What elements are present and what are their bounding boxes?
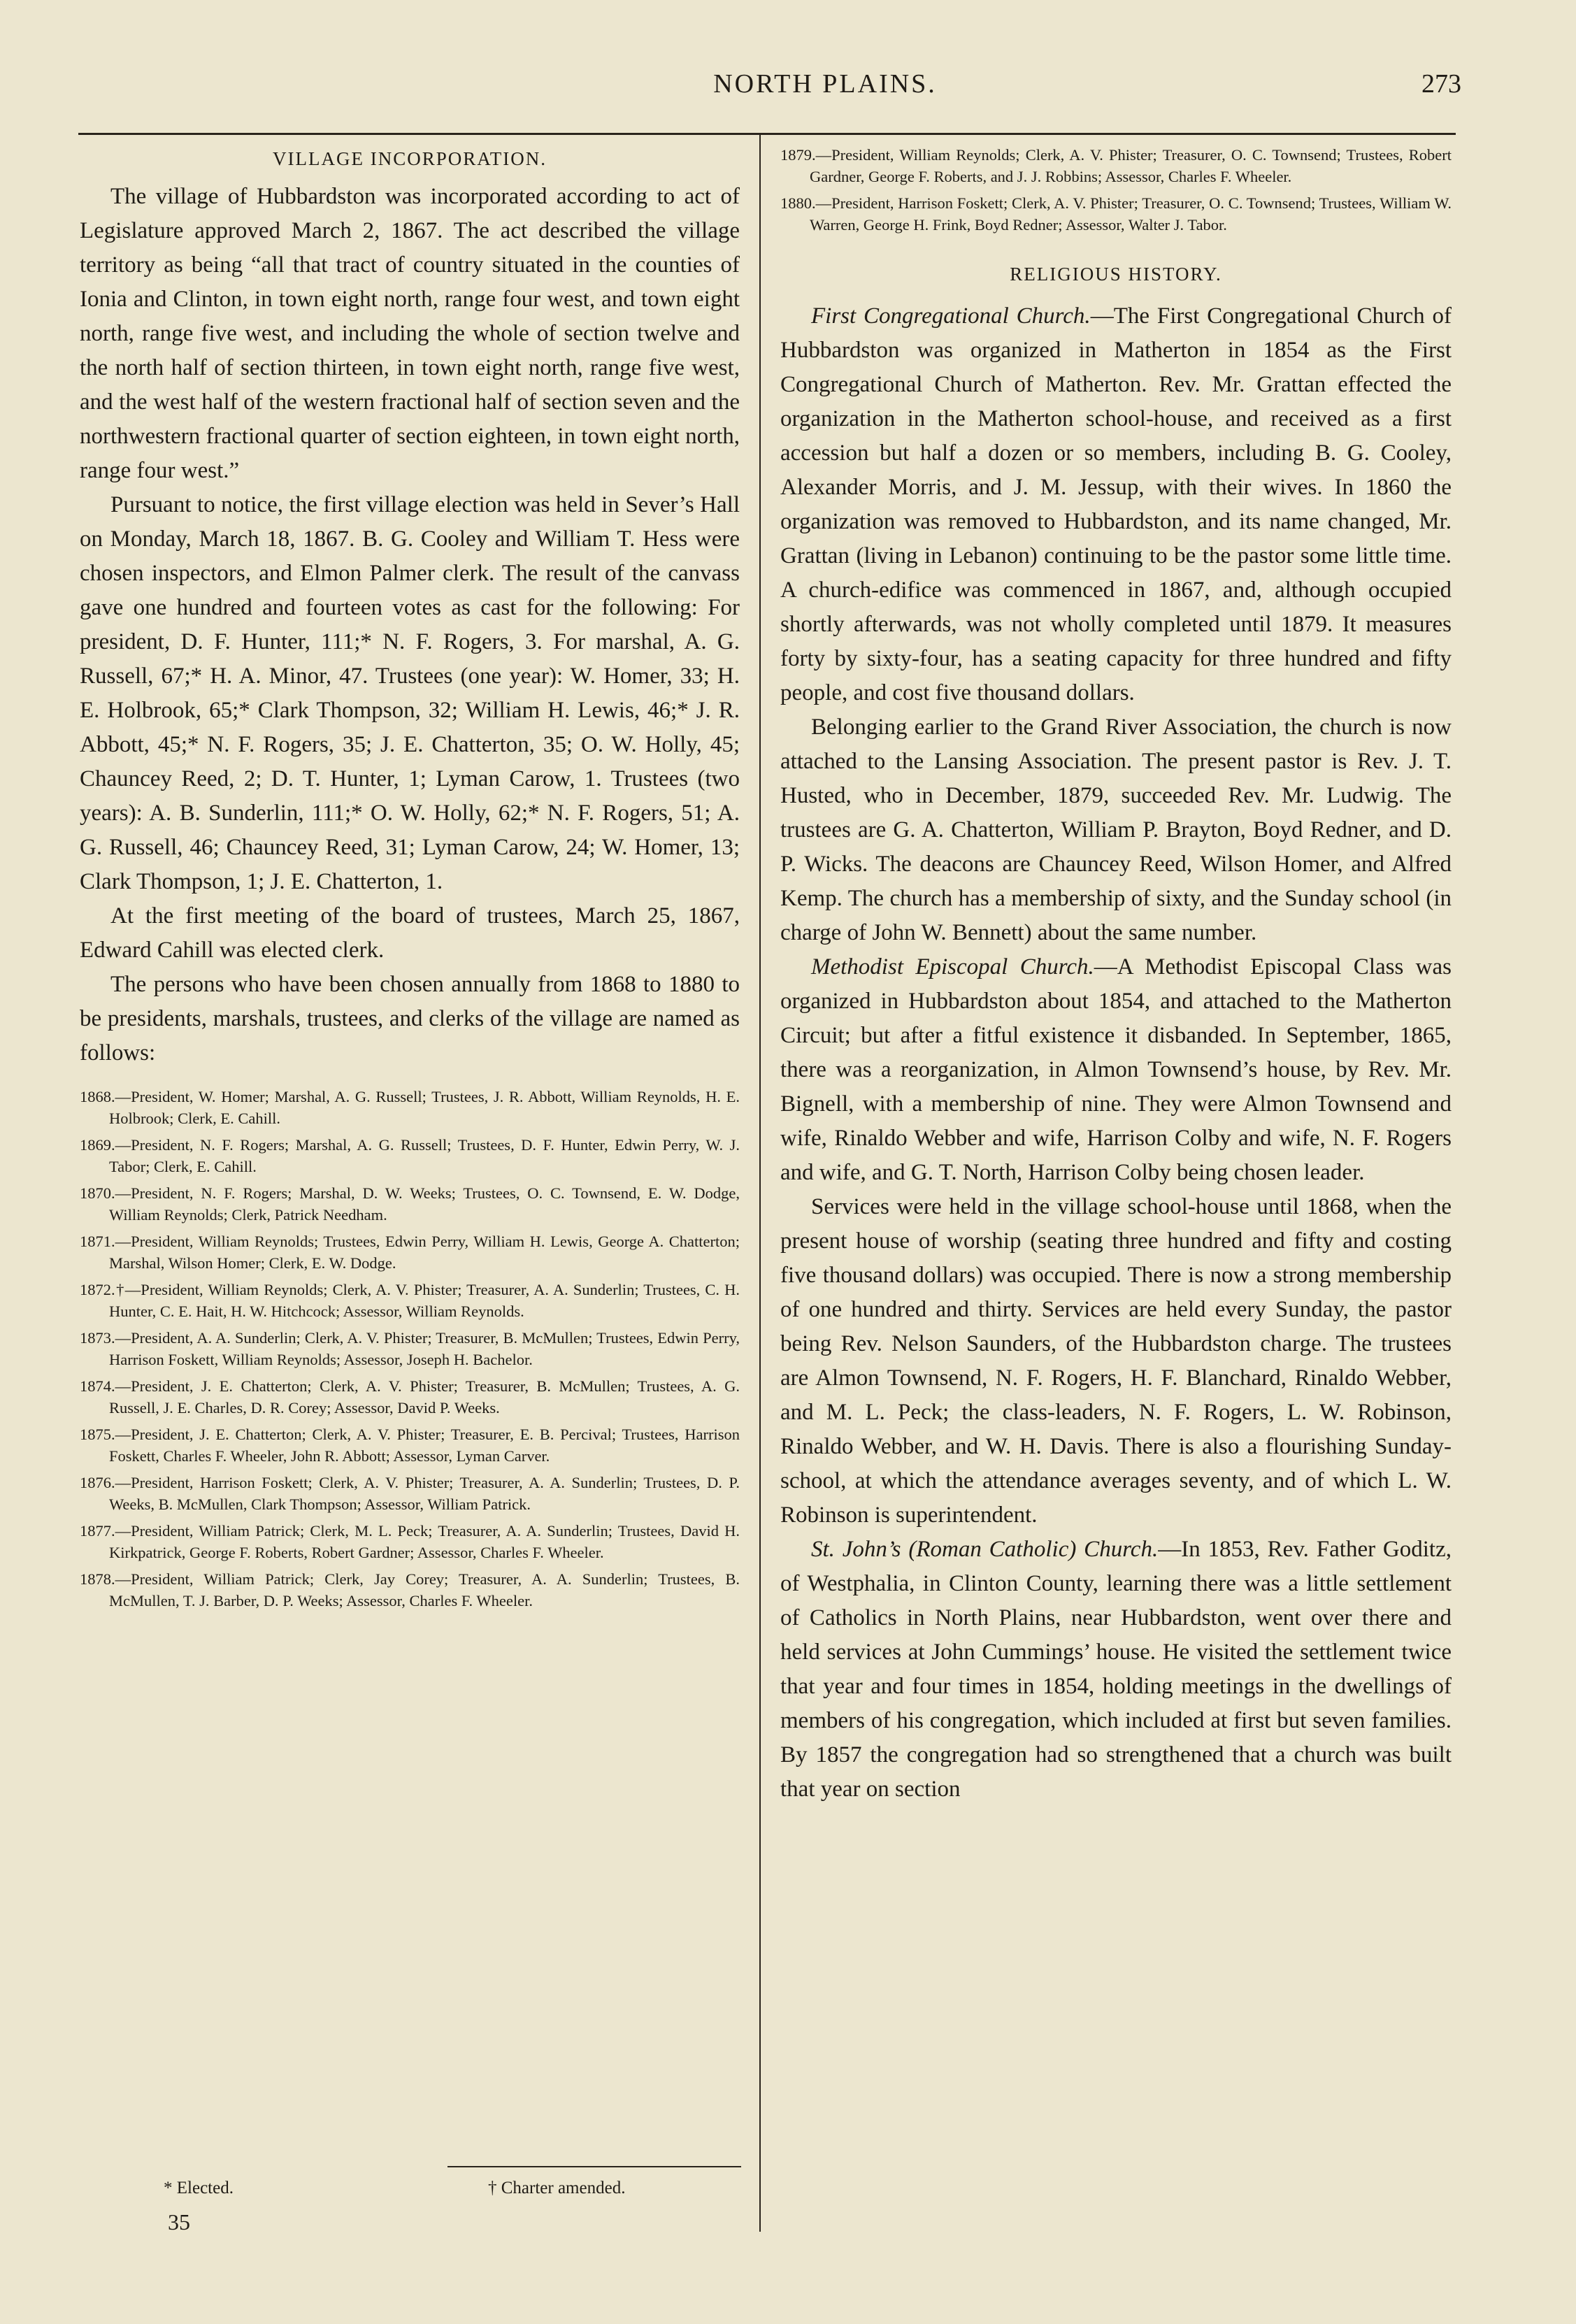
officers-list xyxy=(80,1086,740,1612)
page-header xyxy=(0,69,1576,110)
paragraph-first-election: Pursuant to notice, the first village election was held in Sever’s Hall on Monday, March 18, 1867. B. G. Cooley and William T. Hess were chosen inspectors, and Elmon Palmer clerk. The result of the canvass gave one hundred and fourteen votes as cast for the following: For president, D. F. Hunter, 111;* N. F. Rogers, 3. For marshal, A. G. Russell, 67;* H. A. Minor, 47. Trustees (one year): W. Homer, 33; H. E. Holbrook, 65;* Clark Thompson, 32; William H. Lewis, 46;* J. R. Abbott, 45;* N. F. Rogers, 35; J. E. Chatterton, 35; O. W. Holly, 45; Chauncey Reed, 2; D. T. Hunter, 1; Lyman Carow, 1. Trustees (two years): A. B. Sunderlin, 111;* O. W. Holly, 62;* N. F. Rogers, 51; A. G. Russell, 46; Chauncey Reed, 31; Lyman Carow, 24; W. Homer, 13; Clark Thompson, 1; J. E. Chatterton, 1. xyxy=(80,492,740,894)
paragraph-incorporation: The village of Hubbardston was incorporated according to act of Legislature approved March 2, 1867. The act described the village territory as being “all that tract of country situated in the counties of Ionia and Clinton, in town eight north, range four west, and town eight north, range five west, and including the whole of section twelve and the north half of section thirteen, in town eight north, range five west, and the west half of the western fractional half of section seven and the northwestern fractional quarter of section eighteen, in town eight north, range four west.” xyxy=(80,184,740,483)
paragraph-first-congregational-church xyxy=(780,299,1452,710)
officers-list-continued xyxy=(780,144,1452,236)
page-number: 273 xyxy=(1421,69,1461,99)
paragraph-methodist-episcopal-church xyxy=(780,950,1452,1190)
paragraph-methodist-services: Services were held in the village school-house until 1868, when the present house of worship (seating three hundred and fifty and costing five thousand dollars) was occupied. There is now a strong membership of one hundred and thirty. Services are held every Sunday, the pastor being Rev. Nelson Saunders, of the Hubbardston charge. The trustees are Almon Townsend, N. F. Rogers, H. F. Blanchard, Rinaldo Webber, and M. L. Peck; the class-leaders, N. F. Rogers, L. W. Robinson, Rinaldo Webber, and W. H. Davis. There is also a flourishing Sunday-school, at which the attendance averages seventy, and of which L. W. Robinson is superintendent. xyxy=(780,1194,1452,1528)
header-rule xyxy=(78,133,1456,135)
church-title-congregational: First Congregational Church. xyxy=(811,303,1091,329)
congregational-text: —The First Congregational Church of Hubbardston was organized in Matherton in 1854 as the First Congregational Church of Matherton. Rev. Mr. Grattan effected the organization in the Matherton school-house, and received as a first accession but half a dozen or so members, including B. G. Cooley, Alexander Morris, and J. M. Jessup, with their wives. In 1860 the organization was removed to Hubbardston, and its name changed, Mr. Grattan (living in Lebanon) continuing to be the pastor some little time. A church-edifice was commenced in 1867, and, although occupied shortly afterwards, was not wholly completed until 1879. It measures forty by sixty-four, has a seating capacity for three hundred and fifty people, and cost five thousand dollars. xyxy=(780,303,1452,705)
right-column xyxy=(780,144,1452,1807)
officers-entry-1868: 1868.—President, W. Homer; Marshal, A. G. Russell; Trustees, J. R. Abbott, William Reynolds, H. E. Holbrook; Clerk, E. Cahill. xyxy=(80,1088,740,1127)
officers-entry-1873: 1873.—President, A. A. Sunderlin; Clerk, A. V. Phister; Treasurer, B. McMullen; Trustees, Edwin Perry, Harrison Foskett, William Reynolds; Assessor, Joseph H. Bachelor. xyxy=(80,1329,740,1368)
column-divider xyxy=(759,134,761,2232)
officers-entry-1874: 1874.—President, J. E. Chatterton; Clerk, A. V. Phister; Treasurer, B. McMullen; Trustees, A. G. Russell, J. E. Charles, D. R. Corey; Assessor, David P. Weeks. xyxy=(80,1377,740,1416)
officers-entry-1870: 1870.—President, N. F. Rogers; Marshal, D. W. Weeks; Trustees, O. C. Townsend, E. W. Dodge, William Reynolds; Clerk, Patrick Needham. xyxy=(80,1184,740,1224)
paragraph-congregational-association: Belonging earlier to the Grand River Association, the church is now attached to the Lansing Association. The present pastor is Rev. J. T. Husted, who in December, 1879, succeeded Rev. Mr. Ludwig. The trustees are G. A. Chatterton, William P. Brayton, Boyd Redner, and D. P. Wicks. The deacons are Chauncey Reed, Wilson Homer, and Alfred Kemp. The church has a membership of sixty, and the Sunday school (in charge of John W. Bennett) about the same number. xyxy=(780,715,1452,945)
paragraph-annual-officers-intro: The persons who have been chosen annually from 1868 to 1880 to be presidents, marshals, trustees, and clerks of the village are named as follows: xyxy=(80,972,740,1066)
officers-entry-1871: 1871.—President, William Reynolds; Trustees, Edwin Perry, William H. Lewis, George A. Chatterton; Marshal, Wilson Homer; Clerk, E. W. Dodge. xyxy=(80,1233,740,1272)
section-heading-religious-history: RELIGIOUS HISTORY. xyxy=(1010,264,1222,285)
officers-entry-1878: 1878.—President, William Patrick; Clerk, Jay Corey; Treasurer, A. A. Sunderlin; Trustees, B. McMullen, T. J. Barber, D. P. Weeks; Assessor, Charles F. Wheeler. xyxy=(80,1570,740,1609)
officers-entry-1872: 1872.†—President, William Reynolds; Clerk, A. V. Phister; Treasurer, A. A. Sunderlin; Trustees, C. H. Hunter, C. E. Hait, H. W. Hitchcock; Assessor, William Reynolds. xyxy=(80,1281,740,1320)
methodist-text: —A Methodist Episcopal Class was organized in Hubbardston about 1854, and attached to the Matherton Circuit; but after a fitful existence it disbanded. In September, 1865, there was a reorganization, in Almon Townsend’s house, by Rev. Mr. Bignell, with a membership of nine. They were Almon Townsend and wife, Rinaldo Webber and wife, Harrison Colby and wife, N. F. Rogers and wife, and G. T. North, Harrison Colby being chosen leader. xyxy=(780,954,1452,1185)
st-johns-text: —In 1853, Rev. Father Goditz, of Westphalia, in Clinton County, learning there was a little settlement of Catholics in North Plains, near Hubbardston, went over there and held services at John Cummings’ house. He visited the settlement twice that year and four times in 1854, holding meetings in the dwellings of members of his congregation, which included at first but seven families. By 1857 the congregation had so strengthened that a church was built that year on section xyxy=(780,1537,1452,1802)
footnote-elected: * Elected. xyxy=(164,2179,234,2197)
footnote-rule xyxy=(447,2166,741,2167)
signature-mark: 35 xyxy=(168,2209,190,2235)
section-heading-village-incorporation: VILLAGE INCORPORATION. xyxy=(273,148,547,169)
officers-entry-1880: 1880.—President, Harrison Foskett; Clerk, A. V. Phister; Treasurer, O. C. Townsend; Trustees, William W. Warren, George H. Frink, Boyd Redner; Assessor, Walter J. Tabor. xyxy=(780,194,1452,234)
paragraph-first-trustees-meeting: At the first meeting of the board of trustees, March 25, 1867, Edward Cahill was elected clerk. xyxy=(80,903,740,963)
officers-entry-1879: 1879.—President, William Reynolds; Clerk, A. V. Phister; Treasurer, O. C. Townsend; Trustees, Robert Gardner, George F. Roberts, and J. J. Robbins; Assessor, Charles F. Wheeler. xyxy=(780,146,1452,185)
church-title-methodist: Methodist Episcopal Church. xyxy=(811,954,1094,980)
running-title: NORTH PLAINS. xyxy=(713,69,937,99)
church-title-st-johns: St. John’s (Roman Catholic) Church. xyxy=(811,1537,1159,1562)
officers-entry-1877: 1877.—President, William Patrick; Clerk, M. L. Peck; Treasurer, A. A. Sunderlin; Trustees, David H. Kirkpatrick, George F. Roberts, Robert Gardner; Assessor, Charles F. Wheeler. xyxy=(80,1522,740,1561)
officers-entry-1875: 1875.—President, J. E. Chatterton; Clerk, A. V. Phister; Treasurer, E. B. Percival; Trustees, Harrison Foskett, Charles F. Wheeler, John R. Abbott; Assessor, Lyman Carver. xyxy=(80,1426,740,1465)
left-column xyxy=(80,144,740,1616)
paragraph-st-johns-church xyxy=(780,1533,1452,1807)
officers-entry-1876: 1876.—President, Harrison Foskett; Clerk, A. V. Phister; Treasurer, A. A. Sunderlin; Trustees, D. P. Weeks, B. McMullen, Clark Thompson; Assessor, William Patrick. xyxy=(80,1474,740,1513)
officers-entry-1869: 1869.—President, N. F. Rogers; Marshal, A. G. Russell; Trustees, D. F. Hunter, Edwin Perry, W. J. Tabor; Clerk, E. Cahill. xyxy=(80,1136,740,1175)
footnote-charter-amended: † Charter amended. xyxy=(488,2179,626,2197)
